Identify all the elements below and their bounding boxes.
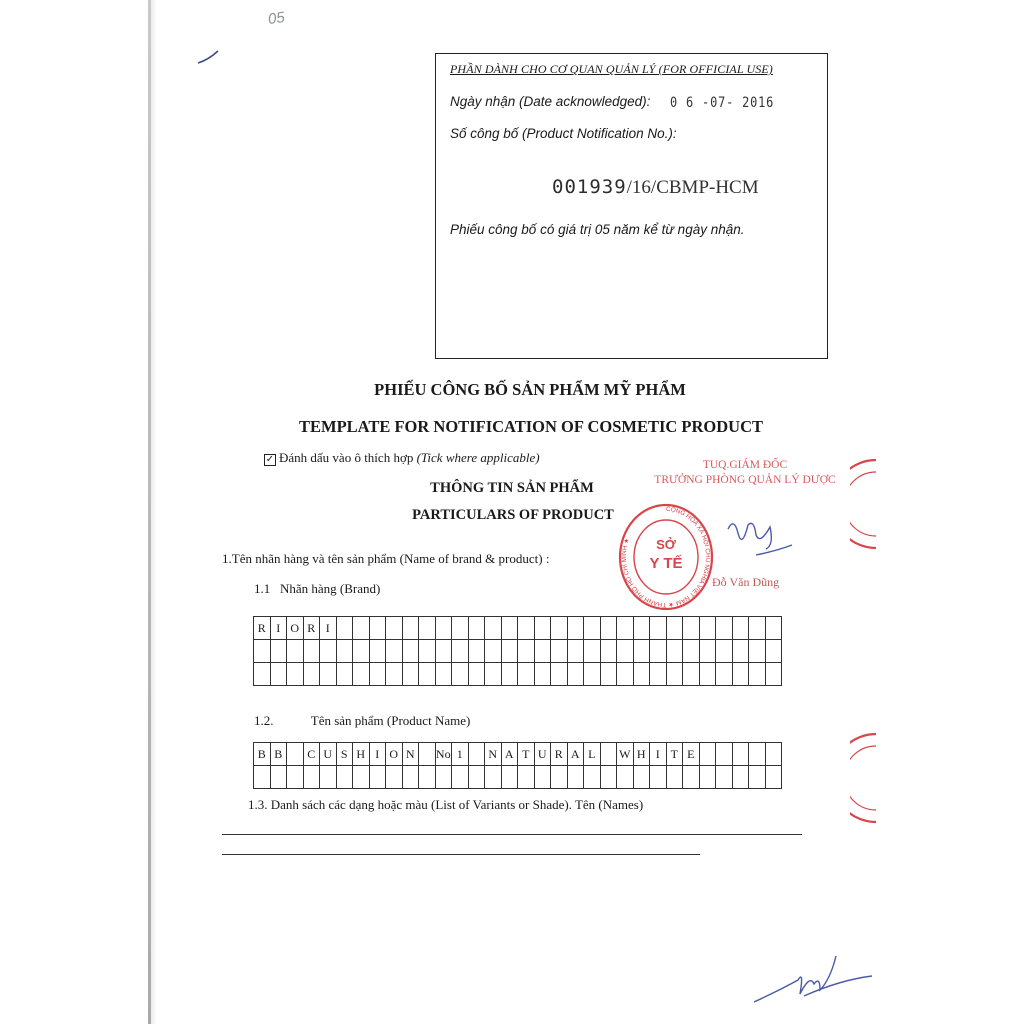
grid-cell <box>617 617 634 640</box>
variants-answer-line-2 <box>222 854 700 855</box>
grid-cell <box>336 766 353 789</box>
grid-cell <box>716 743 733 766</box>
grid-cell <box>716 766 733 789</box>
grid-cell <box>353 766 370 789</box>
grid-cell <box>617 766 634 789</box>
grid-cell <box>501 640 518 663</box>
grid-cell <box>617 663 634 686</box>
question-1-2-number: 1.2. <box>254 713 274 728</box>
tick-instruction <box>264 450 540 466</box>
grid-cell: T <box>666 743 683 766</box>
grid-cell <box>336 640 353 663</box>
grid-cell <box>534 617 551 640</box>
grid-cell <box>699 617 716 640</box>
grid-cell <box>419 617 436 640</box>
question-1-1-label: Nhãn hàng (Brand) <box>280 581 381 596</box>
grid-cell <box>254 663 271 686</box>
grid-cell <box>534 663 551 686</box>
grid-cell <box>551 663 568 686</box>
grid-cell: R <box>303 617 320 640</box>
official-use-box <box>435 53 828 359</box>
brand-grid-row <box>254 617 782 640</box>
grid-cell <box>419 743 436 766</box>
grid-cell <box>600 640 617 663</box>
grid-cell <box>468 766 485 789</box>
grid-cell <box>254 766 271 789</box>
grid-cell <box>584 663 601 686</box>
grid-cell <box>270 663 287 686</box>
grid-cell <box>485 640 502 663</box>
grid-cell <box>518 640 535 663</box>
grid-cell <box>699 743 716 766</box>
grid-cell: A <box>501 743 518 766</box>
grid-cell <box>567 663 584 686</box>
form-title-english: TEMPLATE FOR NOTIFICATION OF COSMETIC PRODUCT <box>298 417 763 436</box>
notification-number-label: Số công bố (Product Notification No.): <box>450 126 677 141</box>
grid-cell <box>551 640 568 663</box>
official-signature <box>726 515 806 575</box>
grid-cell <box>600 663 617 686</box>
grid-cell <box>584 617 601 640</box>
grid-cell <box>485 617 502 640</box>
grid-cell <box>402 766 419 789</box>
grid-cell: I <box>650 743 667 766</box>
initials-signature <box>750 950 874 1010</box>
seal-ring-text: CỘNG HÒA XÃ HỘI CHỦ NGHĨA VIỆT NAM ★ THÀNH PHỐ HỒ CHÍ MINH ★ <box>620 505 711 609</box>
grid-cell <box>650 617 667 640</box>
question-1-1-brand <box>254 581 380 597</box>
grid-cell <box>749 617 766 640</box>
grid-cell <box>518 663 535 686</box>
product-name-letter-grid <box>253 742 782 789</box>
section-heading-english: PARTICULARS OF PRODUCT <box>412 507 614 523</box>
grid-cell: I <box>320 617 337 640</box>
grid-cell <box>336 617 353 640</box>
grid-cell <box>732 743 749 766</box>
grid-cell <box>468 617 485 640</box>
signoff-line-1: TUQ.GIÁM ĐỐC <box>702 459 788 471</box>
grid-cell <box>666 766 683 789</box>
grid-cell: N <box>402 743 419 766</box>
checked-box-icon: ✓ <box>265 454 275 465</box>
grid-cell: O <box>386 743 403 766</box>
grid-cell <box>749 766 766 789</box>
notification-number-value <box>552 176 759 199</box>
grid-cell: N <box>485 743 502 766</box>
grid-cell <box>287 743 304 766</box>
question-1-2-label: Tên sản phẩm (Product Name) <box>310 713 471 728</box>
grid-cell <box>402 640 419 663</box>
grid-cell <box>320 663 337 686</box>
grid-cell: I <box>270 617 287 640</box>
grid-cell <box>287 766 304 789</box>
grid-cell <box>732 663 749 686</box>
notification-number-digits: 001939 <box>552 176 627 198</box>
grid-cell <box>666 640 683 663</box>
grid-cell <box>452 640 469 663</box>
grid-cell <box>699 663 716 686</box>
grid-cell <box>732 617 749 640</box>
official-use-heading: PHẦN DÀNH CHO CƠ QUAN QUẢN LÝ (FOR OFFICIAL USE) <box>450 62 773 76</box>
grid-cell <box>452 617 469 640</box>
seal-center-text-1: SỞ <box>656 537 676 552</box>
grid-cell <box>584 640 601 663</box>
grid-cell <box>567 617 584 640</box>
grid-cell <box>270 640 287 663</box>
date-acknowledged-label: Ngày nhận (Date acknowledged): <box>450 94 651 109</box>
grid-cell <box>732 640 749 663</box>
product-name-grid-row <box>254 766 782 789</box>
grid-cell <box>518 617 535 640</box>
grid-cell <box>765 617 782 640</box>
grid-cell <box>584 766 601 789</box>
grid-cell: B <box>254 743 271 766</box>
grid-cell <box>633 617 650 640</box>
grid-cell <box>419 663 436 686</box>
grid-cell <box>369 663 386 686</box>
grid-cell <box>353 617 370 640</box>
grid-cell <box>303 766 320 789</box>
grid-cell: U <box>320 743 337 766</box>
grid-cell <box>336 663 353 686</box>
grid-cell <box>683 640 700 663</box>
grid-cell <box>716 640 733 663</box>
grid-cell: W <box>617 743 634 766</box>
grid-cell <box>501 617 518 640</box>
form-title-vietnamese: PHIẾU CÔNG BỐ SẢN PHẨM MỸ PHẨM <box>374 380 686 399</box>
grid-cell <box>716 663 733 686</box>
grid-cell <box>468 743 485 766</box>
grid-cell <box>501 663 518 686</box>
product-name-grid-row <box>254 743 782 766</box>
grid-cell <box>353 640 370 663</box>
grid-cell: U <box>534 743 551 766</box>
department-of-health-seal <box>617 497 715 613</box>
grid-cell <box>353 663 370 686</box>
signer-name: Đỗ Văn Dũng <box>712 575 780 589</box>
grid-cell <box>452 663 469 686</box>
seal-center-text-2: Y TẾ <box>649 555 683 572</box>
section-heading-vietnamese: THÔNG TIN SẢN PHẨM <box>430 480 594 496</box>
grid-cell <box>732 766 749 789</box>
grid-cell: R <box>551 743 568 766</box>
grid-cell: H <box>353 743 370 766</box>
grid-cell <box>485 766 502 789</box>
grid-cell <box>386 640 403 663</box>
grid-cell <box>386 663 403 686</box>
grid-cell <box>749 663 766 686</box>
tick-instruction-en: (Tick where applicable) <box>416 450 540 465</box>
grid-cell <box>567 766 584 789</box>
grid-cell: I <box>369 743 386 766</box>
grid-cell <box>765 743 782 766</box>
question-1-2-product-name <box>254 713 470 729</box>
brand-letter-grid <box>253 616 782 686</box>
brand-grid-row <box>254 663 782 686</box>
grid-cell <box>650 663 667 686</box>
grid-cell <box>386 617 403 640</box>
grid-cell <box>468 640 485 663</box>
partial-seal-stamp-bottom <box>850 732 876 824</box>
grid-cell <box>435 663 452 686</box>
grid-cell <box>402 617 419 640</box>
grid-cell <box>617 640 634 663</box>
variants-answer-line-1 <box>222 834 802 835</box>
grid-cell <box>303 663 320 686</box>
corner-handwritten-note: 05 <box>266 8 286 29</box>
grid-cell: C <box>303 743 320 766</box>
brand-grid-row <box>254 640 782 663</box>
validity-note: Phiếu công bố có giá trị 05 năm kể từ ngày nhận. <box>450 222 745 237</box>
grid-cell <box>270 766 287 789</box>
grid-cell <box>435 766 452 789</box>
grid-cell <box>567 640 584 663</box>
grid-cell <box>551 766 568 789</box>
tick-instruction-vn: Đánh dấu vào ô thích hợp <box>279 450 414 465</box>
signoff-line-2: TRƯỞNG PHÒNG QUẢN LÝ DƯỢC <box>654 474 836 486</box>
grid-cell <box>683 766 700 789</box>
grid-cell <box>749 640 766 663</box>
grid-cell: O <box>287 617 304 640</box>
grid-cell <box>716 617 733 640</box>
grid-cell <box>534 766 551 789</box>
grid-cell <box>419 640 436 663</box>
grid-cell <box>600 743 617 766</box>
grid-cell: 1 <box>452 743 469 766</box>
grid-cell <box>633 640 650 663</box>
grid-cell <box>303 640 320 663</box>
grid-cell <box>551 617 568 640</box>
grid-cell <box>369 766 386 789</box>
grid-cell: A <box>567 743 584 766</box>
grid-cell: B <box>270 743 287 766</box>
partial-seal-stamp-top <box>850 458 876 550</box>
grid-cell: R <box>254 617 271 640</box>
notification-number-suffix: /16/CBMP-HCM <box>626 177 759 198</box>
handwritten-tick-icon <box>196 48 222 70</box>
grid-cell <box>633 663 650 686</box>
grid-cell <box>435 640 452 663</box>
question-1-3-variants: 1.3. Danh sách các dạng hoặc màu (List of Variants or Shade). Tên (Names) <box>248 797 644 812</box>
grid-cell <box>683 617 700 640</box>
grid-cell <box>435 617 452 640</box>
grid-cell <box>369 640 386 663</box>
grid-cell <box>254 640 271 663</box>
question-1-1-number: 1.1 <box>254 581 271 596</box>
grid-cell <box>534 640 551 663</box>
grid-cell <box>699 766 716 789</box>
grid-cell <box>419 766 436 789</box>
grid-cell <box>666 617 683 640</box>
grid-cell <box>765 766 782 789</box>
question-1-brand-and-product: 1.Tên nhãn hàng và tên sản phẩm (Name of brand & product) : <box>222 551 550 566</box>
grid-cell: S <box>336 743 353 766</box>
grid-cell: No <box>435 743 452 766</box>
grid-cell <box>468 663 485 686</box>
grid-cell <box>287 663 304 686</box>
grid-cell <box>699 640 716 663</box>
grid-cell <box>600 766 617 789</box>
grid-cell <box>650 766 667 789</box>
grid-cell <box>650 640 667 663</box>
grid-cell <box>320 640 337 663</box>
date-acknowledged-value: 0 6 -07- 2016 <box>670 95 775 111</box>
grid-cell <box>749 743 766 766</box>
grid-cell <box>386 766 403 789</box>
grid-cell <box>518 766 535 789</box>
grid-cell <box>402 663 419 686</box>
grid-cell <box>666 663 683 686</box>
grid-cell <box>683 663 700 686</box>
grid-cell: T <box>518 743 535 766</box>
grid-cell <box>501 766 518 789</box>
authority-signoff <box>650 458 840 488</box>
grid-cell <box>320 766 337 789</box>
grid-cell <box>287 640 304 663</box>
grid-cell <box>765 663 782 686</box>
grid-cell: L <box>584 743 601 766</box>
grid-cell: H <box>633 743 650 766</box>
grid-cell: E <box>683 743 700 766</box>
grid-cell <box>452 766 469 789</box>
grid-cell <box>369 617 386 640</box>
grid-cell <box>600 617 617 640</box>
grid-cell <box>765 640 782 663</box>
grid-cell <box>633 766 650 789</box>
grid-cell <box>485 663 502 686</box>
